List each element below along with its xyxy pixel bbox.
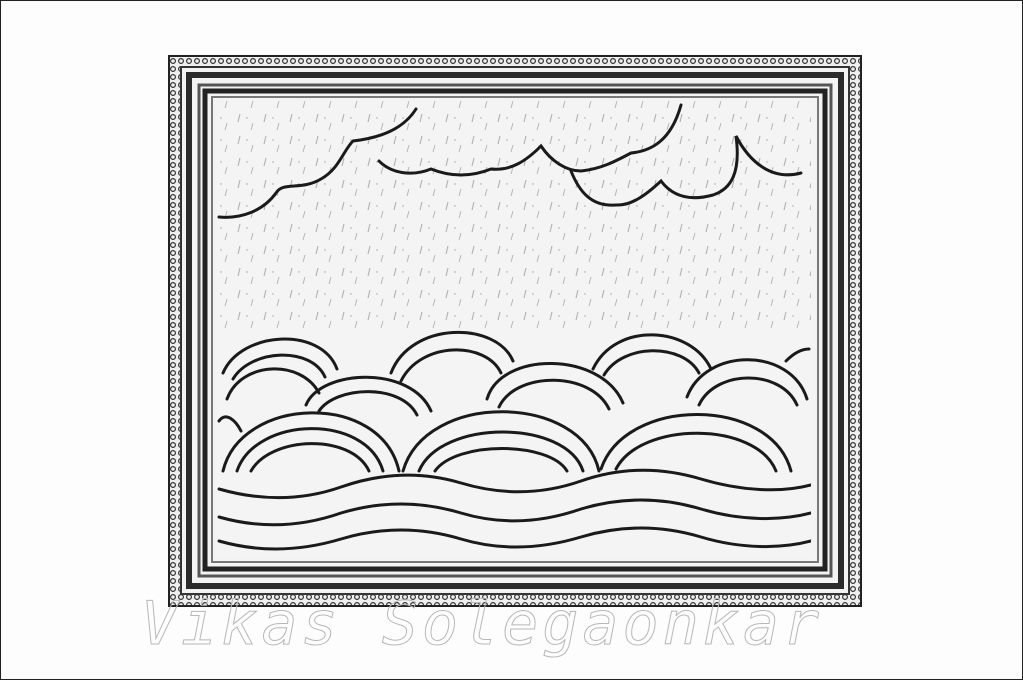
framed-drawing [1,1,1023,680]
rain-texture [217,101,811,331]
watermark-text: Vikas Solegaonkar [141,589,824,659]
